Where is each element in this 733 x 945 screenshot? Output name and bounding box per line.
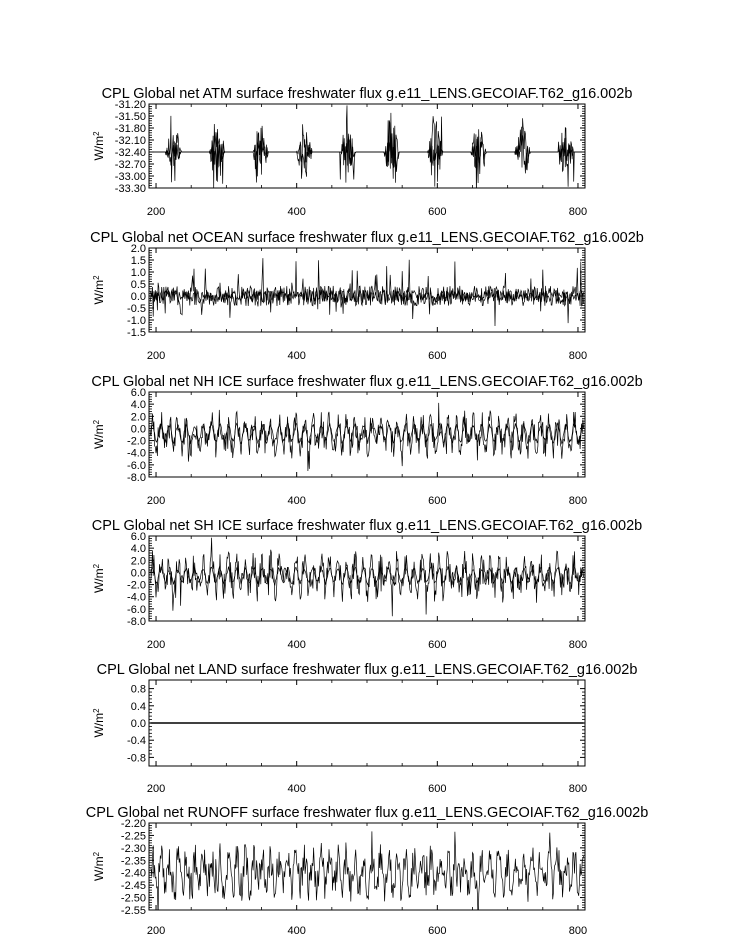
y-tick-label: -2.55 xyxy=(120,905,146,917)
x-tick-label: 600 xyxy=(428,639,447,651)
y-tick-label: -31.20 xyxy=(114,99,146,111)
y-tick-label: 0.0 xyxy=(130,567,146,580)
x-tick-label: 400 xyxy=(287,783,306,795)
chart-title: CPL Global net NH ICE surface freshwater flux g.e11_LENS.GECOIAF.T62_g16.002b xyxy=(91,374,643,390)
y-tick-label: -4.0 xyxy=(127,447,146,460)
y-tick-label: 0.0 xyxy=(130,423,146,436)
y-tick-label: 6.0 xyxy=(130,531,146,543)
y-axis-label: $W/m^2$ xyxy=(91,708,106,738)
y-tick-label: -33.00 xyxy=(114,171,146,183)
x-tick-label: 800 xyxy=(568,350,588,362)
x-tick-label: 600 xyxy=(428,350,447,362)
y-tick-label: 1.5 xyxy=(130,255,146,267)
x-tick-label: 600 xyxy=(428,495,447,507)
y-tick-label: 2.0 xyxy=(130,555,146,568)
y-tick-label: -0.8 xyxy=(127,752,146,765)
y-tick-label: 0.5 xyxy=(130,279,146,291)
series-line-1 xyxy=(150,258,583,326)
x-tick-label: 400 xyxy=(287,495,306,507)
y-tick-label: -1.5 xyxy=(127,327,146,339)
x-tick-label: 800 xyxy=(568,639,588,651)
y-tick-label: 2.0 xyxy=(130,411,146,424)
y-tick-label: -4.0 xyxy=(127,591,146,604)
x-tick-label: 200 xyxy=(146,783,166,795)
y-axis-label: $W/m^2$ xyxy=(91,851,106,882)
x-tick-label: 600 xyxy=(428,783,447,795)
series-line-1 xyxy=(150,403,583,471)
x-tick-label: 400 xyxy=(287,206,306,218)
x-tick-label: 800 xyxy=(568,783,588,795)
y-tick-label: -2.30 xyxy=(120,842,146,855)
chart-panel-6 xyxy=(86,805,649,937)
y-tick-label: -8.0 xyxy=(127,616,146,628)
y-tick-label: -32.10 xyxy=(114,135,146,147)
y-tick-label: -6.0 xyxy=(127,603,146,616)
y-tick-label: 4.0 xyxy=(130,543,146,556)
y-axis-label: $W/m^2$ xyxy=(91,131,106,161)
y-tick-label: 4.0 xyxy=(130,399,146,412)
chart-title: CPL Global net SH ICE surface freshwater flux g.e11_LENS.GECOIAF.T62_g16.002b xyxy=(91,518,643,534)
x-tick-label: 800 xyxy=(568,925,588,937)
y-tick-label: 1.0 xyxy=(130,267,146,279)
y-tick-label: -2.0 xyxy=(127,579,146,592)
x-tick-label: 600 xyxy=(428,925,447,937)
plot-frame xyxy=(149,248,585,332)
y-tick-label: -2.40 xyxy=(120,867,146,880)
x-tick-label: 400 xyxy=(287,350,306,362)
x-tick-label: 800 xyxy=(568,495,588,507)
chart-title: CPL Global net ATM surface freshwater flux g.e11_LENS.GECOIAF.T62_g16.002b xyxy=(101,86,633,102)
y-tick-label: 0.0 xyxy=(130,291,146,303)
chart-panel-3 xyxy=(91,374,642,507)
y-tick-label: -6.0 xyxy=(127,459,146,472)
y-tick-label: -0.5 xyxy=(127,303,146,315)
y-tick-label: -2.0 xyxy=(127,435,146,448)
y-tick-label: -8.0 xyxy=(127,472,146,484)
y-tick-label: 2.0 xyxy=(130,243,146,255)
series-line-1 xyxy=(150,538,583,617)
chart-panel-1 xyxy=(92,86,633,218)
y-tick-label: 0.0 xyxy=(130,718,146,730)
chart-title: CPL Global net OCEAN surface freshwater flux g.e11_LENS.GECOIAF.T62_g16.002b xyxy=(90,230,644,246)
y-tick-label: 0.4 xyxy=(130,700,146,713)
chart-panel-5 xyxy=(92,662,638,795)
y-tick-label: -2.25 xyxy=(120,830,146,843)
x-tick-label: 200 xyxy=(146,925,166,937)
chart-title: CPL Global net RUNOFF surface freshwater flux g.e11_LENS.GECOIAF.T62_g16.002b xyxy=(85,805,649,821)
x-tick-label: 200 xyxy=(146,206,166,218)
y-tick-label: -1.0 xyxy=(127,315,146,327)
y-tick-label: -33.30 xyxy=(114,183,146,195)
y-tick-label: -2.45 xyxy=(120,880,146,893)
y-axis-label: $W/m^2$ xyxy=(91,419,106,450)
y-axis-label: $W/m^2$ xyxy=(91,563,106,594)
x-tick-label: 200 xyxy=(146,350,166,362)
y-tick-label: 6.0 xyxy=(130,387,146,399)
x-tick-label: 800 xyxy=(568,206,588,218)
chart-title: CPL Global net LAND surface freshwater flux g.e11_LENS.GECOIAF.T62_g16.002b xyxy=(96,662,638,678)
x-tick-label: 400 xyxy=(287,925,306,937)
x-tick-label: 600 xyxy=(428,206,447,218)
x-tick-label: 200 xyxy=(146,639,166,651)
y-axis-label: $W/m^2$ xyxy=(91,275,106,305)
y-tick-label: -32.40 xyxy=(114,147,146,159)
y-tick-label: -32.70 xyxy=(114,159,146,171)
y-tick-label: -31.50 xyxy=(114,111,146,123)
chart-panel-2 xyxy=(90,230,644,362)
y-tick-label: -2.50 xyxy=(120,892,146,905)
y-tick-label: -31.80 xyxy=(114,123,146,135)
y-tick-label: -2.35 xyxy=(120,855,146,868)
y-tick-label: -2.20 xyxy=(120,818,146,830)
y-tick-label: 0.8 xyxy=(130,683,146,696)
y-tick-label: -0.4 xyxy=(127,735,146,748)
x-tick-label: 200 xyxy=(146,495,166,507)
x-tick-label: 400 xyxy=(287,639,306,651)
chart-panel-4 xyxy=(92,518,643,651)
